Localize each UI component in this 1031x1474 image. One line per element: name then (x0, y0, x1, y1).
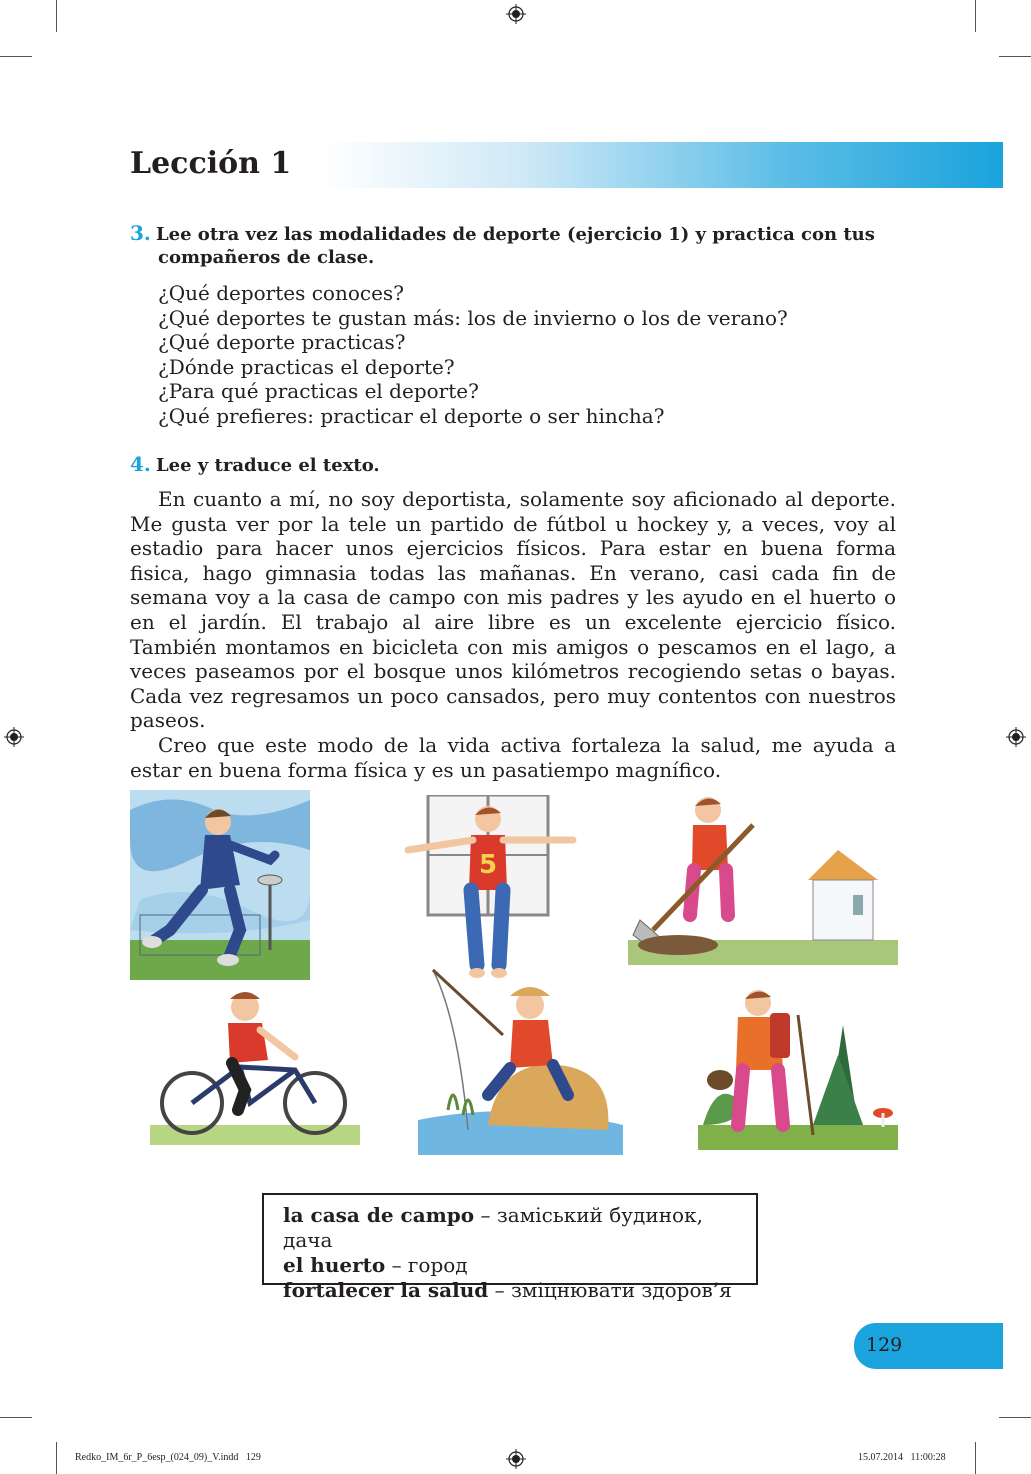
vocabulary-translation: – город (385, 1253, 468, 1277)
question-item: ¿Para qué practicas el deporte? (158, 379, 479, 404)
page-number: 129 (866, 1334, 903, 1356)
crop-mark (56, 0, 57, 32)
shirt-number: 5 (478, 850, 498, 880)
crop-mark (0, 1417, 32, 1418)
exercise-number: 3. (130, 221, 151, 245)
instruction-line: Lee y traduce el texto. (155, 455, 380, 476)
jogging-illustration (130, 790, 310, 980)
crop-mark (56, 1442, 57, 1474)
registration-mark-icon (4, 727, 24, 747)
reading-text (130, 487, 896, 782)
vocabulary-translation: – зміцнювати здоров’я (488, 1278, 732, 1302)
question-item: ¿Qué deportes te gustan más: los de invierno o los de verano? (158, 305, 788, 330)
vocabulary-term: fortalecer la salud (283, 1278, 489, 1302)
paragraph: En cuanto a mí, no soy deportista, solamente soy aficionado al deporte. Me gusta ver por la tele un partido de fútbol u hockey y, a veces, voy al estadio para hacer unos ejercicios físicos. Para estar en buena forma fisica, hago gimnasia todas las mañanas. En verano, casi cada fin de semana voy a la casa de campo con mis padres y les ayudo en el huerto o en el jardín. El trabajo al aire libre es un excelente ejercicio físico. También montamos en bicicleta con mis amigos o pescamos en el lago, a veces paseamos por el bosque unos kilómetros recogiendo setas o bayas. Cada vez regresamos un poco cansados, pero muy contentos con nuestros paseos. (130, 487, 896, 733)
registration-mark-icon (1006, 727, 1026, 747)
gardening-illustration (628, 790, 898, 965)
crop-mark (975, 0, 976, 32)
exercise-number: 4. (130, 452, 151, 476)
vocabulary-item (283, 1253, 756, 1278)
instruction-line: Lee otra vez las modalidades de deporte (ejercicio 1) y practica con tus (155, 224, 875, 245)
exercise-3-instruction (130, 221, 1000, 246)
question-item: ¿Qué deportes conoces? (158, 281, 404, 305)
vocabulary-item (283, 1278, 756, 1303)
crop-mark (0, 56, 32, 57)
registration-mark-icon (506, 1449, 526, 1469)
cycling-illustration (150, 985, 360, 1145)
instruction-line: compañeros de clase. (158, 247, 375, 268)
vocabulary-translation: – заміський будинок, дача (283, 1203, 703, 1252)
crop-mark (999, 1417, 1031, 1418)
exercise-4-instruction (130, 452, 380, 477)
question-item: ¿Qué prefieres: practicar el deporte o ser hincha? (158, 403, 665, 428)
vocabulary-item (283, 1203, 756, 1253)
fishing-illustration (418, 960, 623, 1155)
vocabulary-term: el huerto (283, 1253, 386, 1277)
question-item: ¿Qué deporte practicas? (158, 330, 406, 355)
hiking-illustration (698, 985, 898, 1150)
question-item: ¿Dónde practicas el deporte? (158, 354, 455, 379)
vocabulary-box (262, 1193, 758, 1302)
vocabulary-term: la casa de campo (283, 1203, 475, 1227)
question-list (158, 281, 978, 429)
crop-mark (999, 56, 1031, 57)
footer-file-name: Redko_IM_6r_P_6esp_(024_09)_V.indd 129 (75, 1452, 261, 1463)
footer-timestamp: 15.07.2014 11:00:28 (858, 1452, 946, 1463)
crop-mark (975, 1442, 976, 1474)
paragraph: Creo que este modo de la vida activa fortaleza la salud, me ayuda a estar en buena forma física y es un pasatiempo magnífico. (130, 732, 896, 782)
lesson-title: Lección 1 (130, 146, 292, 181)
registration-mark-icon (506, 4, 526, 24)
